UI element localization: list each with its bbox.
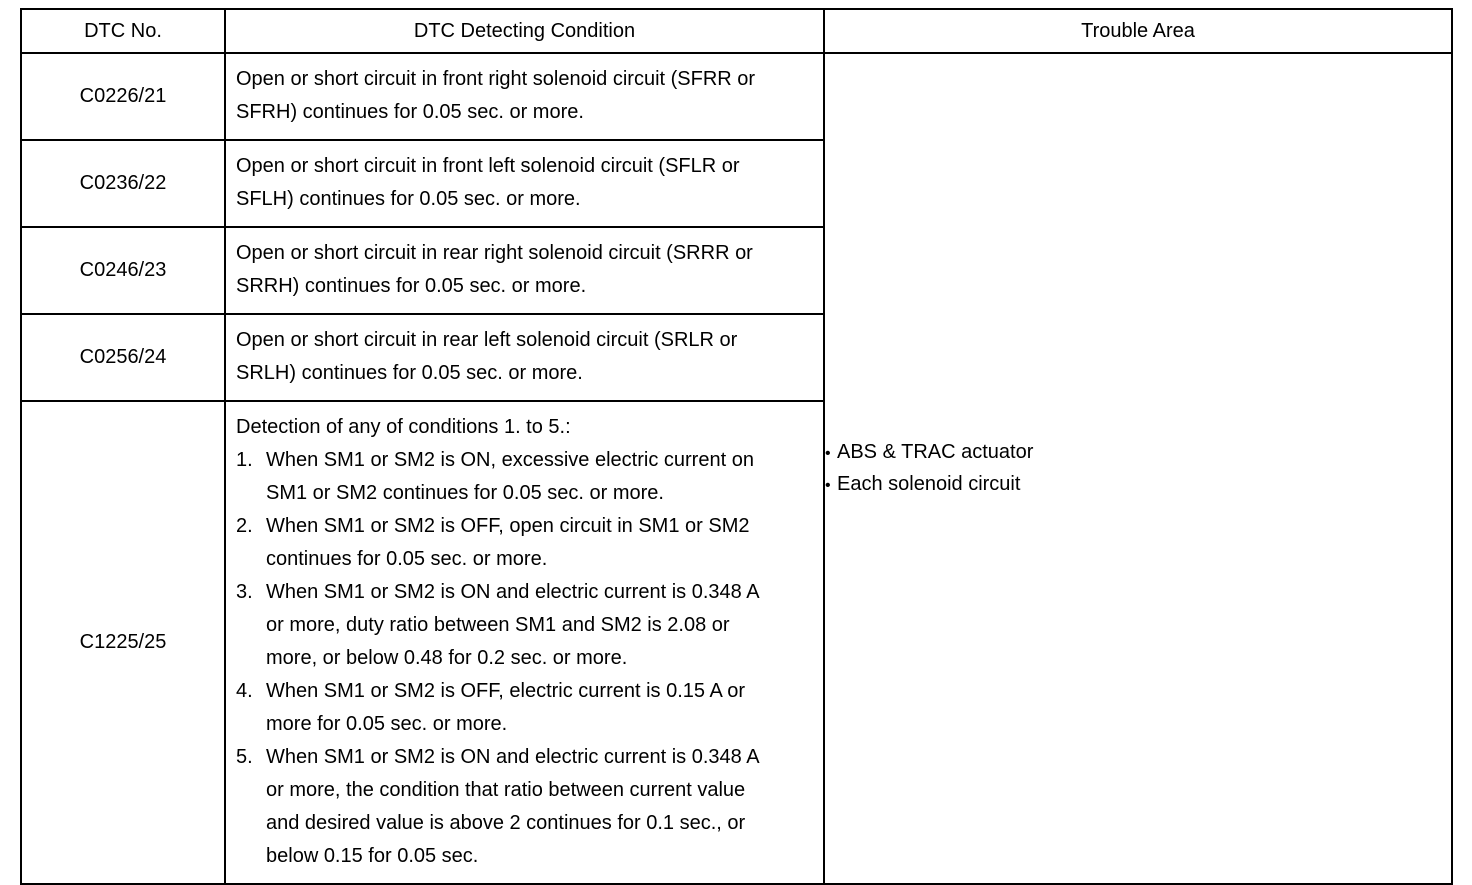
detecting-condition <box>225 401 824 884</box>
item-number: 5. <box>236 746 253 768</box>
bullet-icon: • <box>825 444 831 462</box>
condition-line: continues for 0.05 sec. or more. <box>266 548 548 570</box>
dtc-code: C1225/25 <box>21 401 225 884</box>
trouble-area-item: ABS & TRAC actuator <box>837 440 1034 463</box>
list-item <box>825 469 1451 501</box>
trouble-area-item: Each solenoid circuit <box>837 472 1021 495</box>
condition-line: and desired value is above 2 continues for 0.1 sec., or <box>266 812 746 834</box>
condition-line: Open or short circuit in front right solenoid circuit (SFRR or <box>236 68 756 90</box>
condition-line: below 0.15 for 0.05 sec. <box>266 845 479 867</box>
condition-line: SRLH) continues for 0.05 sec. or more. <box>236 362 583 384</box>
table-row <box>21 53 1452 140</box>
condition-line: Open or short circuit in rear left solenoid circuit (SRLR or <box>236 329 738 351</box>
condition-line: SM1 or SM2 continues for 0.05 sec. or more. <box>266 482 664 504</box>
dtc-code: C0226/21 <box>21 53 225 140</box>
condition-line: When SM1 or SM2 is OFF, open circuit in SM1 or SM2 <box>266 515 750 537</box>
bullet-icon: • <box>825 476 831 494</box>
detecting-condition <box>225 227 824 314</box>
condition-line: SFRH) continues for 0.05 sec. or more. <box>236 101 584 123</box>
item-number: 4. <box>236 680 253 702</box>
detecting-condition <box>225 140 824 227</box>
header-trouble-area: Trouble Area <box>824 9 1452 53</box>
header-dtc-no: DTC No. <box>21 9 225 53</box>
condition-line: more, or below 0.48 for 0.2 sec. or more. <box>266 647 628 669</box>
condition-list <box>236 444 813 873</box>
trouble-area <box>824 53 1452 884</box>
condition-line: or more, the condition that ratio between current value <box>266 779 746 801</box>
detecting-condition <box>225 53 824 140</box>
list-item <box>236 576 813 675</box>
condition-line: or more, duty ratio between SM1 and SM2 is 2.08 or <box>266 614 730 636</box>
list-item <box>236 741 813 873</box>
condition-line: Open or short circuit in front left solenoid circuit (SFLR or <box>236 155 740 177</box>
trouble-area-list <box>825 437 1451 501</box>
list-item <box>236 675 813 741</box>
condition-line: When SM1 or SM2 is ON, excessive electric current on <box>266 449 754 471</box>
condition-line: Open or short circuit in rear right solenoid circuit (SRRR or <box>236 242 753 264</box>
condition-line: SFLH) continues for 0.05 sec. or more. <box>236 188 581 210</box>
list-item <box>236 444 813 510</box>
condition-line: more for 0.05 sec. or more. <box>266 713 508 735</box>
header-detecting-condition: DTC Detecting Condition <box>225 9 824 53</box>
item-number: 1. <box>236 449 253 471</box>
condition-line: SRRH) continues for 0.05 sec. or more. <box>236 275 587 297</box>
condition-line: When SM1 or SM2 is ON and electric current is 0.348 A <box>266 581 760 603</box>
condition-line: When SM1 or SM2 is OFF, electric current is 0.15 A or <box>266 680 746 702</box>
dtc-code: C0246/23 <box>21 227 225 314</box>
item-number: 2. <box>236 515 253 537</box>
dtc-table <box>20 8 1453 885</box>
list-item <box>236 510 813 576</box>
item-number: 3. <box>236 581 253 603</box>
list-item <box>825 437 1451 469</box>
dtc-code: C0236/22 <box>21 140 225 227</box>
condition-line: When SM1 or SM2 is ON and electric current is 0.348 A <box>266 746 760 768</box>
detecting-condition <box>225 314 824 401</box>
dtc-code: C0256/24 <box>21 314 225 401</box>
condition-intro: Detection of any of conditions 1. to 5.: <box>236 416 571 438</box>
table-header-row <box>21 9 1452 53</box>
